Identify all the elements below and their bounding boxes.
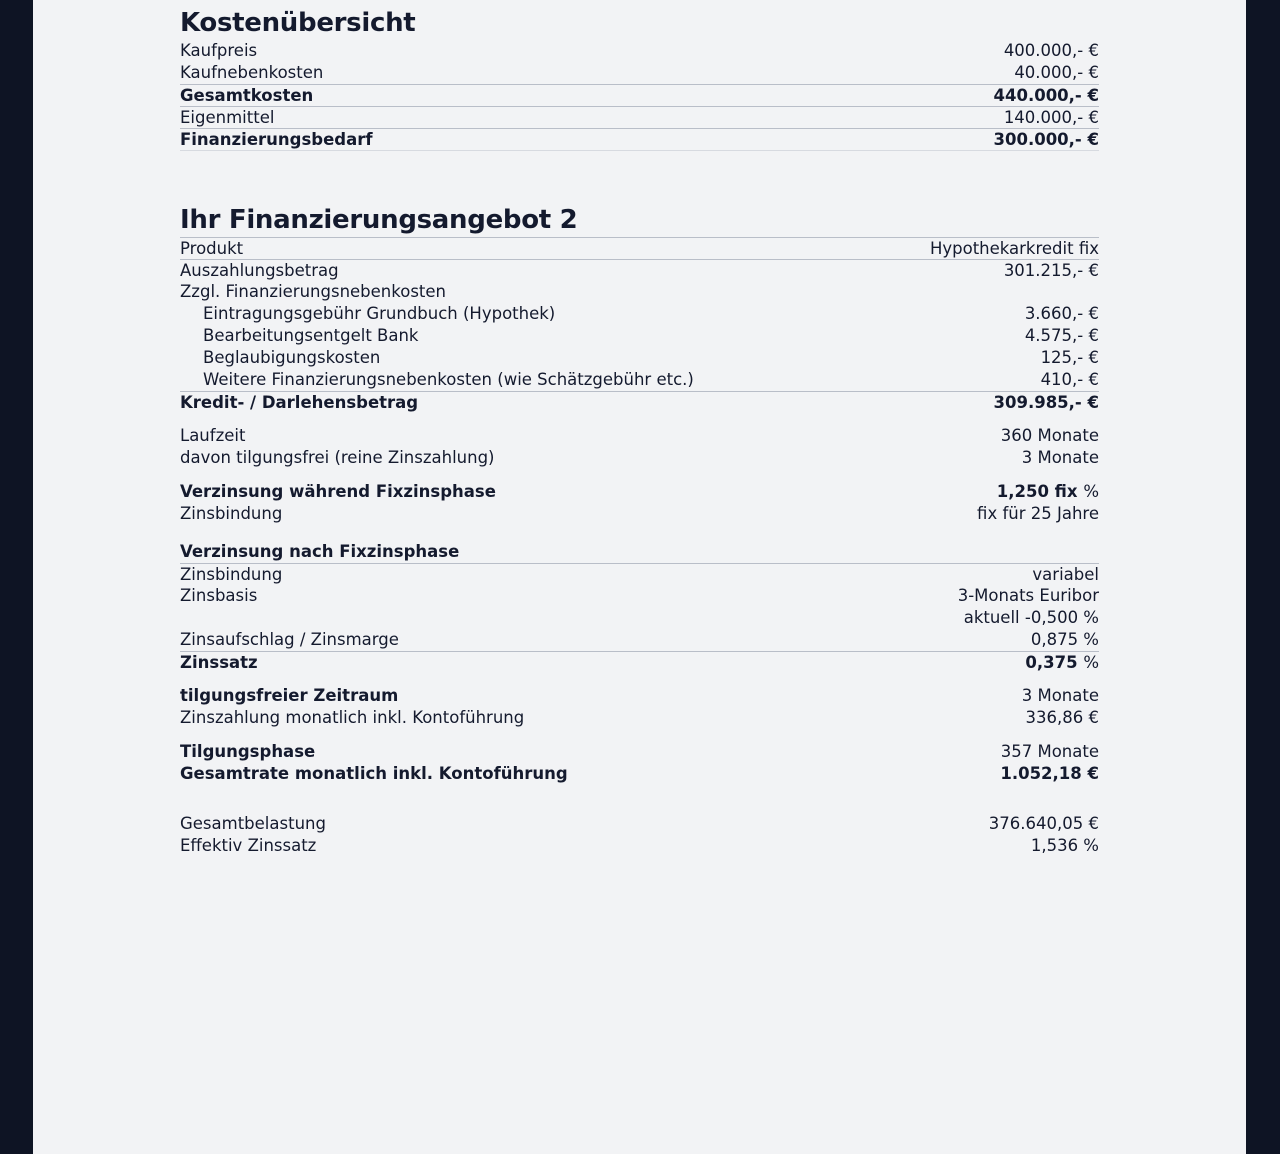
cost-overview-title: Kostenübersicht [180,8,416,38]
offer-row-effective-rate [180,835,1099,857]
cost-overview-section [180,6,1099,151]
offer-row-margin [180,629,1099,651]
row-label: Zinszahlung monatlich inkl. Kontoführung [180,708,525,727]
offer-row-interest-payment [180,707,1099,729]
row-label: Kredit- / Darlehensbetrag [180,393,419,412]
row-label: Zinssatz [180,653,258,672]
row-label: tilgungsfreier Zeitraum [180,686,399,705]
offer-row-after-fixed-heading [180,541,1099,563]
row-value: fix für 25 Jahre [977,504,1099,523]
cost-row-equity [180,106,1099,128]
interest-rate-value: 0,375 [1025,653,1078,672]
row-value: variabel [1032,565,1099,584]
row-label: Produkt [180,239,244,258]
offer-row-variable-binding [180,563,1099,585]
offer-section [180,203,1099,857]
row-label: Gesamtrate monatlich inkl. Kontoführung [180,764,568,783]
row-label: Auszahlungsbetrag [180,261,339,280]
spacer [180,729,1099,741]
spacer [180,469,1099,481]
row-label: Kaufpreis [180,41,258,60]
offer-row-loan-amount [180,391,1099,413]
spacer [180,525,1099,541]
row-label: Zinsbasis [180,586,258,605]
fixed-rate-value: 1,250 fix [996,482,1078,501]
cost-row-financing-need [180,128,1099,151]
offer-title: Ihr Finanzierungsangebot 2 [180,205,578,235]
offer-row-grace-period [180,685,1099,707]
row-label: Zzgl. Finanzierungsnebenkosten [180,282,447,301]
offer-row-notary-costs [180,347,1099,369]
row-value: 336,86 € [1025,708,1099,727]
row-label: Verzinsung während Fixzinsphase [180,482,496,501]
row-label: davon tilgungsfrei (reine Zinszahlung) [180,448,495,467]
row-value [997,481,1099,503]
row-value: 410,- € [1040,370,1099,389]
spacer [180,413,1099,425]
spacer [180,673,1099,685]
row-label: Zinsbindung [180,565,283,584]
row-label: Eigenmittel [180,108,275,127]
offer-row-product [180,237,1099,259]
offer-row-term [180,425,1099,447]
row-value: aktuell -0,500 % [963,608,1099,627]
row-value: 40.000,- € [1014,63,1099,82]
offer-row-repayment-free [180,447,1099,469]
offer-row-payout [180,259,1099,281]
row-value: Hypothekarkredit fix [929,239,1099,258]
row-label: Tilgungsphase [180,742,316,761]
cost-row-total-costs [180,84,1099,106]
row-value: 300.000,- € [993,130,1099,149]
offer-row-fixed-rate [180,481,1099,503]
row-value: 309.985,- € [993,393,1099,412]
row-value: 1.052,18 € [1000,764,1099,783]
row-label: Bearbeitungsentgelt Bank [203,326,419,345]
offer-row-rate-base-current [180,607,1099,629]
offer-row-extra-costs-heading [180,281,1099,303]
row-value: 3-Monats Euribor [957,586,1099,605]
row-label: Finanzierungsbedarf [180,130,373,149]
offer-row-interest-rate [180,651,1099,673]
row-value: 301.215,- € [1003,261,1099,280]
row-value: 125,- € [1040,348,1099,367]
row-value: 376.640,05 € [988,814,1099,833]
row-label: Gesamtkosten [180,86,314,105]
offer-row-total-burden [180,813,1099,835]
row-value: 140.000,- € [1003,108,1099,127]
percent-unit: % [1083,653,1099,672]
spacer [180,785,1099,813]
row-label: Zinsaufschlag / Zinsmarge [180,630,399,649]
row-value: 0,875 % [1030,630,1099,649]
offer-row-rate-base [180,585,1099,607]
document-content [180,0,1099,857]
offer-row-fixed-binding [180,503,1099,525]
row-label: Gesamtbelastung [180,814,326,833]
offer-row-land-register-fee [180,303,1099,325]
row-value: 3 Monate [1021,686,1099,705]
row-value: 440.000,- € [993,86,1099,105]
row-label: Effektiv Zinssatz [180,836,317,855]
cost-row-ancillary-costs [180,62,1099,84]
row-value: 3 Monate [1021,448,1099,467]
cost-row-purchase-price [180,40,1099,62]
row-value [1025,652,1099,674]
row-value: 4.575,- € [1024,326,1099,345]
row-label: Verzinsung nach Fixzinsphase [180,542,460,561]
offer-row-processing-fee [180,325,1099,347]
offer-row-total-monthly-rate [180,763,1099,785]
offer-row-other-costs [180,369,1099,391]
row-label: Kaufnebenkosten [180,63,324,82]
row-value: 360 Monate [1000,426,1099,445]
row-value: 3.660,- € [1024,304,1099,323]
row-label: Zinsbindung [180,504,283,523]
row-label: Eintragungsgebühr Grundbuch (Hypothek) [203,304,556,323]
row-value: 357 Monate [1000,742,1099,761]
document-page [33,0,1246,1154]
row-value: 1,536 % [1030,836,1099,855]
row-value: 400.000,- € [1003,41,1099,60]
row-label: Weitere Finanzierungsnebenkosten (wie Schätzgebühr etc.) [203,370,694,389]
row-label: Beglaubigungskosten [203,348,381,367]
row-label: Laufzeit [180,426,246,445]
offer-row-repayment-phase [180,741,1099,763]
percent-unit: % [1083,482,1099,501]
